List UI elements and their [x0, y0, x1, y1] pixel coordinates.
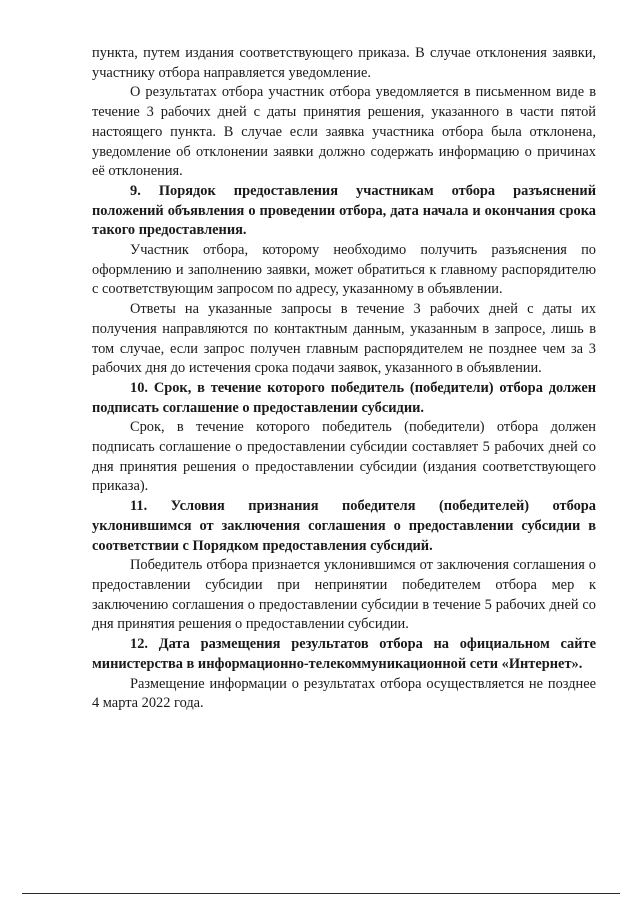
- paragraph-clarification-request: Участник отбора, которому необходимо получить разъяснения по оформлению и заполнению заявки, может обратиться к главному распорядителю с соответствующим запросом по адресу, указанному в объявлении.: [92, 242, 596, 298]
- document-page: [92, 44, 596, 714]
- paragraph-notification-results: О результатах отбора участник отбора уведомляется в письменном виде в течение 3 рабочих дней с даты принятия решения, указанного в части пятой настоящего пункта. В случае если заявка участника отбора была отклонена, уведомление об отклонении заявки должно содержать информацию о причинах её отклонения.: [92, 84, 596, 180]
- section-heading-12: 12. Дата размещения результатов отбора на официальном сайте министерства в информационно-телекоммуникационной сети «Интернет».: [92, 636, 596, 672]
- section-heading-10: 10. Срок, в течение которого победитель (победители) отбора должен подписать соглашение о предоставлении субсидии.: [92, 379, 596, 416]
- paragraph-continuation: пункта, путем издания соответствующего приказа. В случае отклонения заявки, участнику отбора направляется уведомление.: [92, 45, 596, 81]
- paragraph-clarification-answers: Ответы на указанные запросы в течение 3 рабочих дней с даты их получения направляются по контактным данным, указанным в запросе, лишь в том случае, если запрос получен главным распорядителем не позднее чем за 3 рабочих дня до истечения срока подачи заявок, указанного в объявлении.: [92, 301, 596, 377]
- paragraph-publication-date: Размещение информации о результатах отбора осуществляется не позднее 4 марта 2022 года.: [92, 675, 596, 712]
- section-heading-11: 11. Условия признания победителя (победителей) отбора уклонившимся от заключения соглашения о предоставлении субсидии в соответствии с Порядком предоставления субсидий.: [92, 498, 596, 554]
- section-heading-9: 9. Порядок предоставления участникам отбора разъяснений положений объявления о проведении отбора, дата начала и окончания срока такого предоставления.: [92, 182, 596, 239]
- paragraph-evasion-conditions: Победитель отбора признается уклонившимся от заключения соглашения о предоставлении субсидии при непринятии победителем отбора мер к заключению соглашения о предоставлении субсидии в течение 5 рабочих дней со дня принятия решения о предоставлении субсидии.: [92, 557, 596, 633]
- paragraph-signing-deadline: Срок, в течение которого победитель (победители) отбора должен подписать соглашение о предоставлении субсидии составляет 5 рабочих дней со дня принятия решения о предоставлении субсидии (издания соответствующего приказа).: [92, 419, 596, 495]
- page-bottom-rule: [22, 893, 620, 894]
